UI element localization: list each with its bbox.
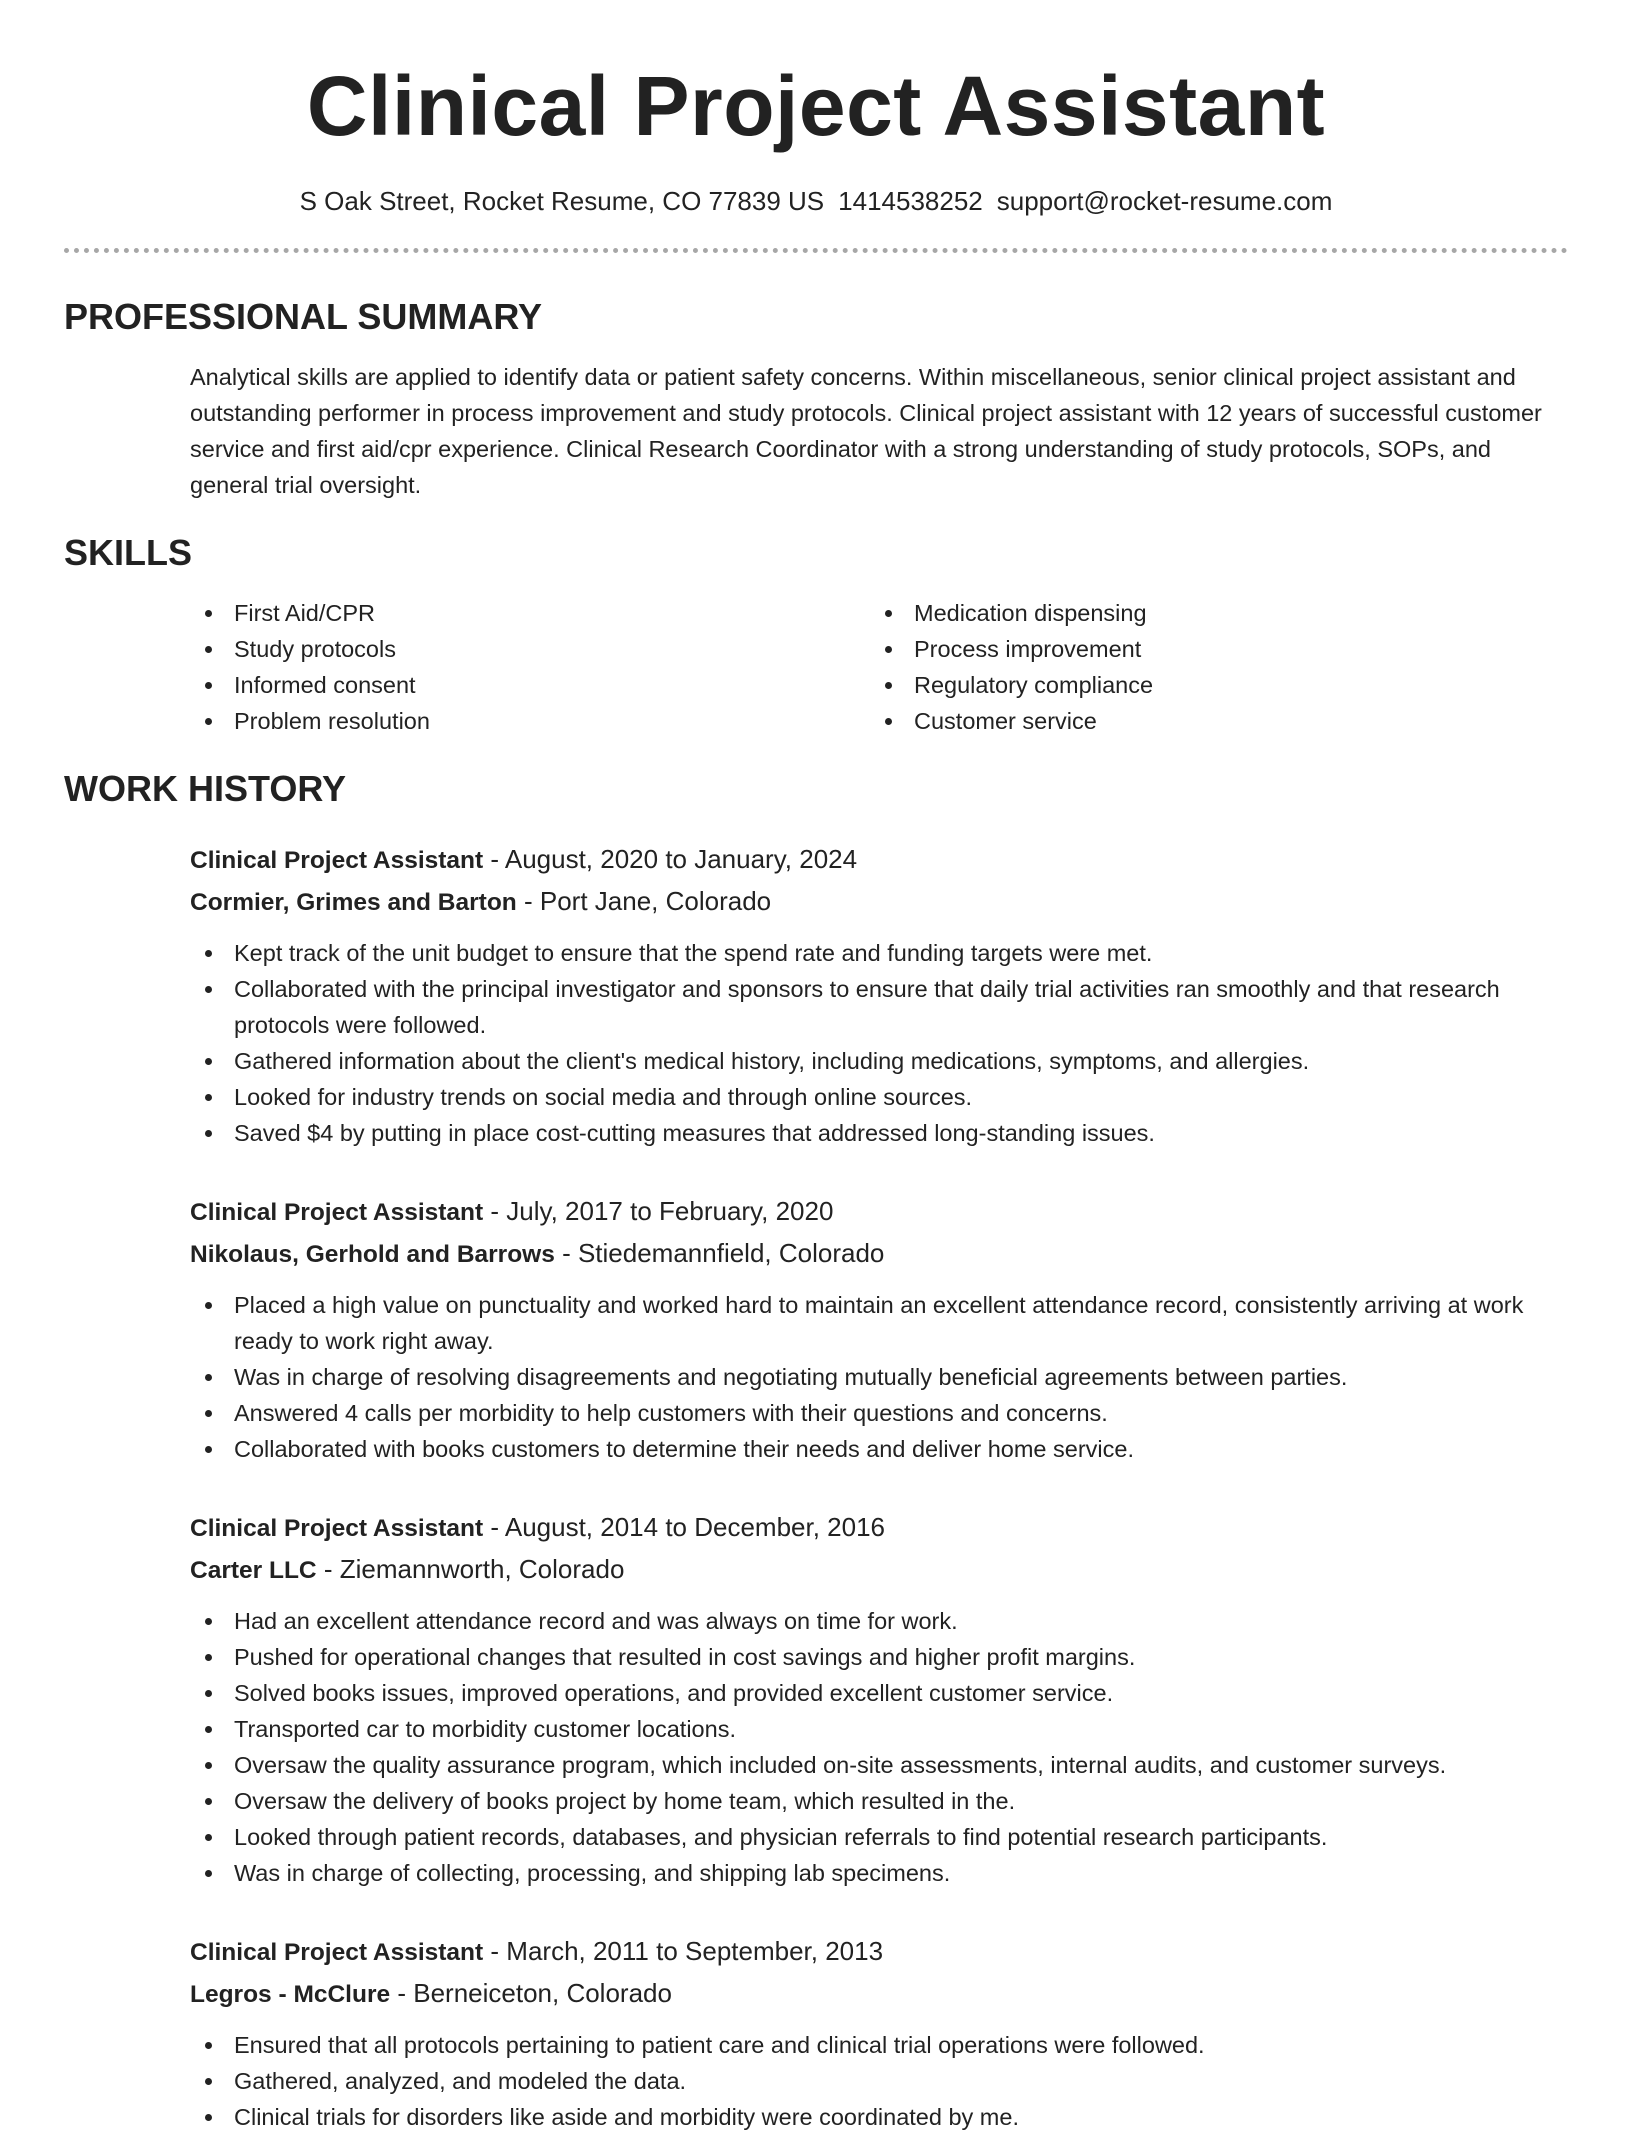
skills-column-left [190, 595, 870, 739]
job-bullet: Oversaw the delivery of books project by home team, which resulted in the. [190, 1783, 1568, 1819]
job-company: Legros - McClure [190, 1981, 391, 2008]
summary-text: Analytical skills are applied to identify data or patient safety concerns. Within miscellaneous, senior clinical project assistant and outstanding performer in process improvement and study protocols. Clinical project assistant with 12 years of successful customer service and first aid/cpr experience. Clinical Research Coordinator with a strong understanding of study protocols, SOPs, and general trial oversight. [190, 364, 1542, 498]
job-entry [190, 839, 1568, 1151]
skills-list [190, 595, 1568, 739]
skill-item: Problem resolution [190, 703, 870, 739]
job-company-line [190, 881, 1568, 923]
job-bullet: Collaborated with books customers to determine their needs and deliver home service. [190, 1431, 1568, 1467]
job-bullets [190, 2027, 1568, 2135]
skill-item: First Aid/CPR [190, 595, 870, 631]
skill-item: Customer service [870, 703, 1550, 739]
job-title-line [190, 1191, 1568, 1233]
contact-address: S Oak Street, Rocket Resume, CO 77839 US [299, 186, 825, 216]
job-bullet: Pushed for operational changes that resulted in cost savings and higher profit margins. [190, 1639, 1568, 1675]
job-dates: - August, 2014 to December, 2016 [483, 1512, 886, 1542]
contact-email: support@rocket-resume.com [996, 186, 1333, 216]
job-entry [190, 1191, 1568, 1467]
job-bullet: Looked through patient records, databases, and physician referrals to find potential research participants. [190, 1819, 1568, 1855]
job-dates: - March, 2011 to September, 2013 [483, 1936, 884, 1966]
job-bullet: Answered 4 calls per morbidity to help customers with their questions and concerns. [190, 1395, 1568, 1431]
job-company-line [190, 1549, 1568, 1591]
summary-section-title: PROFESSIONAL SUMMARY [64, 296, 543, 337]
skill-item: Informed consent [190, 667, 870, 703]
job-bullet: Was in charge of collecting, processing, and shipping lab specimens. [190, 1855, 1568, 1891]
job-bullets [190, 935, 1568, 1151]
job-bullet: Collaborated with the principal investigator and sponsors to ensure that daily trial activities ran smoothly and that research protocols were followed. [190, 971, 1568, 1043]
work-history-section-title: WORK HISTORY [64, 768, 347, 809]
job-title-line [190, 1931, 1568, 1973]
skills-column-right [870, 595, 1550, 739]
resume-name-heading: Clinical Project Assistant [306, 59, 1326, 153]
job-company-line [190, 1233, 1568, 1275]
job-bullet: Solved books issues, improved operations, and provided excellent customer service. [190, 1675, 1568, 1711]
job-bullet: Gathered information about the client's medical history, including medications, symptoms, and allergies. [190, 1043, 1568, 1079]
job-bullets [190, 1603, 1568, 1891]
job-title-line [190, 1507, 1568, 1549]
job-company: Carter LLC [190, 1557, 317, 1584]
job-company: Nikolaus, Gerhold and Barrows [190, 1241, 555, 1268]
job-role: Clinical Project Assistant [190, 847, 484, 874]
skill-item: Medication dispensing [870, 595, 1550, 631]
contact-line [64, 184, 1568, 218]
job-dates: - August, 2020 to January, 2024 [483, 844, 858, 874]
job-role: Clinical Project Assistant [190, 1199, 484, 1226]
job-location: - Berneiceton, Colorado [390, 1978, 672, 2008]
job-bullet: Placed a high value on punctuality and worked hard to maintain an excellent attendance record, consistently arriving at work ready to work right away. [190, 1287, 1568, 1359]
job-location: - Ziemannworth, Colorado [316, 1554, 625, 1584]
job-role: Clinical Project Assistant [190, 1939, 484, 1966]
job-bullet: Ensured that all protocols pertaining to patient care and clinical trial operations were followed. [190, 2027, 1568, 2063]
job-entry [190, 1507, 1568, 1891]
job-company-line [190, 1973, 1568, 2015]
job-company: Cormier, Grimes and Barton [190, 889, 517, 916]
skill-item: Study protocols [190, 631, 870, 667]
work-history-list [64, 839, 1568, 2135]
job-bullet: Looked for industry trends on social media and through online sources. [190, 1079, 1568, 1115]
job-location: - Port Jane, Colorado [516, 886, 772, 916]
job-bullet: Had an excellent attendance record and was always on time for work. [190, 1603, 1568, 1639]
job-bullet: Oversaw the quality assurance program, which included on-site assessments, internal audits, and customer surveys. [190, 1747, 1568, 1783]
contact-phone: 1414538252 [838, 186, 983, 216]
job-title-line [190, 839, 1568, 881]
job-bullet: Was in charge of resolving disagreements and negotiating mutually beneficial agreements between parties. [190, 1359, 1568, 1395]
job-bullets [190, 1287, 1568, 1467]
job-location: - Stiedemannfield, Colorado [554, 1238, 885, 1268]
job-bullet: Saved $4 by putting in place cost-cutting measures that addressed long-standing issues. [190, 1115, 1568, 1151]
skill-item: Process improvement [870, 631, 1550, 667]
job-entry [190, 1931, 1568, 2135]
skill-item: Regulatory compliance [870, 667, 1550, 703]
job-role: Clinical Project Assistant [190, 1515, 484, 1542]
header-divider [64, 248, 1568, 253]
job-dates: - July, 2017 to February, 2020 [483, 1196, 834, 1226]
skills-section-title: SKILLS [64, 532, 193, 573]
job-bullet: Clinical trials for disorders like aside and morbidity were coordinated by me. [190, 2099, 1568, 2135]
job-bullet: Kept track of the unit budget to ensure that the spend rate and funding targets were met. [190, 935, 1568, 971]
job-bullet: Transported car to morbidity customer locations. [190, 1711, 1568, 1747]
job-bullet: Gathered, analyzed, and modeled the data. [190, 2063, 1568, 2099]
